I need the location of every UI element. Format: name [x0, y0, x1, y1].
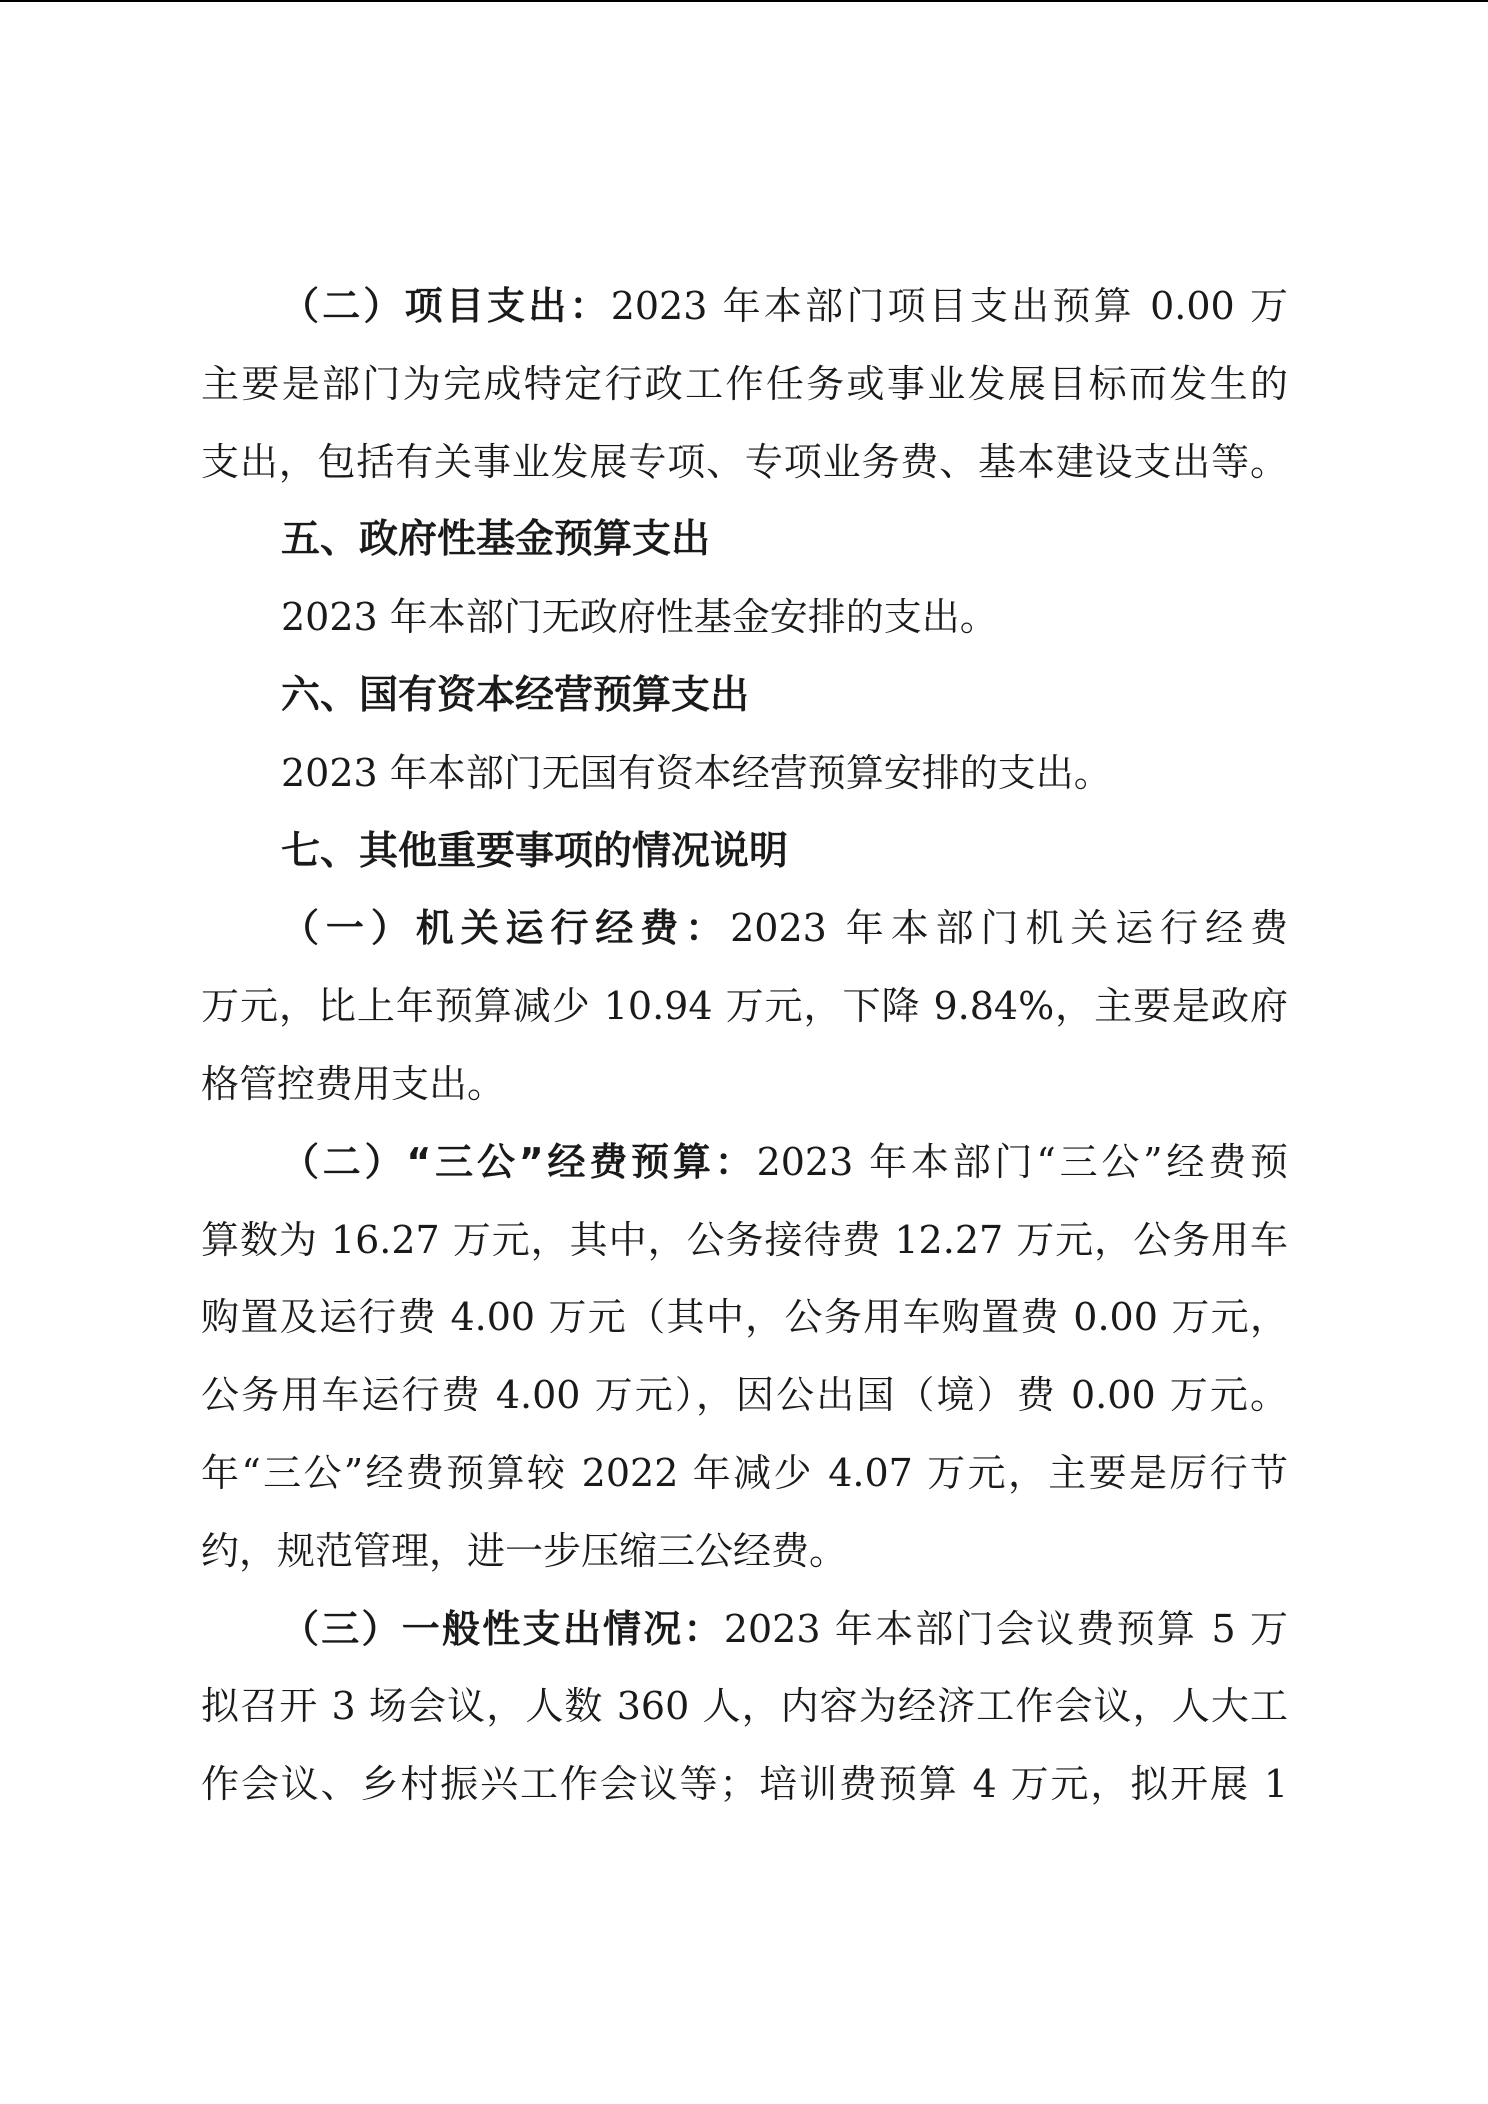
paragraph-three-public-line	[201, 1124, 1288, 1202]
paragraph-line: 算数为 16.27 万元，其中，公务接待费 12.27 万元，公务用车	[201, 1217, 1288, 1262]
text: 2023 年本部门机关运行经费	[730, 906, 1288, 951]
text: 2023 年本部门项目支出预算 0.00 万	[610, 284, 1288, 328]
paragraph-line: 主要是部门为完成特定行政工作任务或事业发展目标而发生的	[201, 361, 1288, 406]
paragraph-line: 作会议、乡村振兴工作会议等；培训费预算 4 万元，拟开展 1	[201, 1762, 1288, 1807]
paragraph-general-expenditure-line	[201, 1591, 1288, 1669]
paragraph-line: 2023 年本部门无国有资本经营预算安排的支出。	[281, 750, 1112, 795]
paragraph-project-expenditure-line	[201, 268, 1288, 346]
subheading: （三）一般性支出情况：	[281, 1606, 724, 1651]
section-heading-5: 五、政府性基金预算支出	[281, 517, 711, 563]
section-heading-7: 七、其他重要事项的情况说明	[281, 828, 789, 874]
text: 2023 年本部门会议费预算 5 万	[723, 1606, 1288, 1651]
section-heading-6: 六、国有资本经营预算支出	[281, 672, 750, 718]
subheading: （二）“三公”经费预算：	[281, 1139, 757, 1184]
paragraph-line: 公务用车运行费 4.00 万元），因公出国（境）费 0.00 万元。	[201, 1373, 1288, 1418]
paragraph-line: 2023 年本部门无政府性基金安排的支出。	[281, 595, 998, 640]
subheading: （一）机关运行经费：	[281, 906, 731, 951]
paragraph-line: 年“三公”经费预算较 2022 年减少 4.07 万元，主要是厉行节	[201, 1450, 1288, 1495]
subheading: （二）项目支出：	[281, 284, 611, 328]
paragraph-line: 支出，包括有关事业发展专项、专项业务费、基本建设支出等。	[201, 439, 1288, 484]
paragraph-line: 拟召开 3 场会议，人数 360 人，内容为经济工作会议，人大工	[201, 1684, 1288, 1729]
paragraph-line: 购置及运行费 4.00 万元（其中，公务用车购置费 0.00 万元，	[201, 1295, 1288, 1340]
text: 2023 年本部门“三公”经费预	[756, 1139, 1288, 1184]
paragraph-line: 格管控费用支出。	[201, 1061, 506, 1106]
paragraph-operating-costs-line	[201, 890, 1288, 968]
paragraph-line: 万元，比上年预算减少 10.94 万元，下降 9.84%，主要是政府	[201, 984, 1288, 1029]
paragraph-line: 约，规范管理，进一步压缩三公经费。	[201, 1528, 848, 1573]
document-page	[201, 268, 1288, 1824]
